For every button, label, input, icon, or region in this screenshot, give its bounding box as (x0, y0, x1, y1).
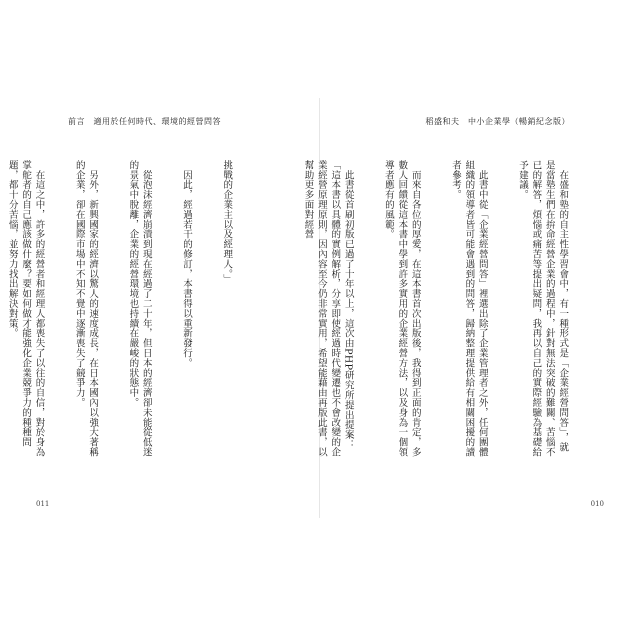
paragraph: 此書中從「企業經營問答」裡選出除了企業管理者之外，任何團體組織的領導者皆可能會遇到的問答，歸納整理提供給有相關困擾的讀者參考。 (449, 160, 488, 457)
book-spread (6, 98, 618, 518)
paragraph: 在這之中，許多的經營者和經理人都喪失了以往的自信，對於身為掌舵者的自己應該做什麼？要如何做才能強化企業競爭力的種種問題，都十分苦惱，並努力找出解決對策。 (6, 160, 45, 457)
paragraph: 挑戰的企業主以及經理人。」 (221, 160, 233, 284)
left-body-text (0, 160, 260, 460)
paragraph: 此書從首刷初版已過了十年以上，這次由PHP研究所提出提案：「這本書以具體的實例解析，分享即使經過時代變遷也不會改變的企業經營原理原則，因內容至今仍非常實用，希望能藉由再版此書，以幫助更多面對經營 (302, 160, 354, 457)
right-page-number: 010 (590, 500, 604, 508)
right-body-text (274, 160, 596, 460)
paragraph: 另外，新興國家的經濟以驚人的速度成長，在日本國內以強大著稱的企業，卻在國際市場中不知不覺中逐漸喪失了競爭力。 (73, 160, 99, 457)
left-page-number: 011 (36, 500, 50, 508)
left-running-header: 前言 適用於任何時代、環境的經營問答 (68, 117, 221, 126)
right-running-header: 稻盛和夫 中小企業學（暢銷紀念版） (425, 117, 570, 126)
paragraph: 在盛和塾的自主性學習會中，有一種形式是「企業經營問答」，就是當塾生們在拚命經營企業的過程中，針對無法突破的難關、苦惱不已的解答，煩惱或痛苦等提出疑問，我再以自己的實際經驗為基礎給予建議。 (516, 160, 569, 457)
right-page (302, 98, 618, 518)
paragraph: 從泡沫經濟崩潰到現在經過了二十年，但日本的經濟卻未能從低迷的景氣中脫離，企業的經營環境也持續在嚴峻的狀態中。 (127, 160, 152, 457)
paragraph: 因此，經過若干的修訂，本書得以重新發行。 (180, 160, 192, 368)
paragraph: 而來自各位的厚愛，在這本書首次出版後，我得到正面的肯定，多數人回饋從這本書中學到許多實用的企業經營方法，以及身為一個領導者應有的風範。 (382, 160, 421, 457)
